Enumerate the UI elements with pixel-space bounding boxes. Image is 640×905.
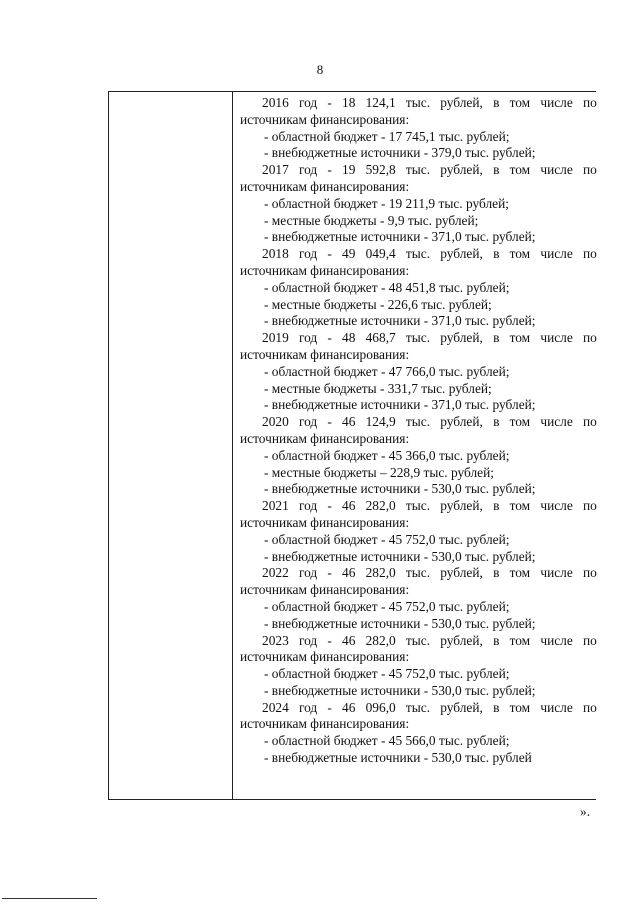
heading-word: том	[509, 498, 531, 514]
heading-word: числе	[540, 162, 573, 178]
year-heading-continuation: источникам финансирования:	[240, 514, 410, 530]
heading-word: 46	[342, 699, 356, 715]
heading-word: тыс.	[405, 498, 431, 514]
heading-word: 2021	[262, 498, 289, 514]
heading-word: -	[327, 565, 332, 581]
heading-word: в	[493, 162, 500, 178]
heading-word: -	[327, 699, 332, 715]
heading-word: 282,0	[365, 565, 396, 581]
heading-word: числе	[540, 330, 573, 346]
heading-word: -	[327, 330, 332, 346]
heading-word: год	[298, 330, 318, 346]
heading-word: год	[298, 699, 318, 715]
heading-word: тыс.	[405, 699, 431, 715]
heading-word: 282,0	[365, 632, 396, 648]
heading-word: числе	[540, 95, 573, 110]
heading-word: рублей,	[440, 414, 483, 430]
year-heading-continuation: источникам финансирования:	[240, 716, 410, 732]
funding-source-line: - внебюджетные источники - 371,0 тыс. рублей;	[264, 229, 536, 245]
column-divider	[232, 91, 233, 800]
heading-word: числе	[540, 632, 573, 648]
heading-word: по	[582, 565, 597, 581]
heading-word: рублей,	[440, 565, 483, 581]
heading-word: числе	[540, 565, 573, 581]
heading-word: по	[582, 330, 597, 346]
heading-word: том	[509, 246, 531, 262]
heading-word: год	[298, 414, 318, 430]
heading-word: 46	[342, 565, 356, 581]
heading-word: -	[327, 414, 332, 430]
heading-word: 46	[342, 632, 356, 648]
year-heading-continuation: источникам финансирования:	[240, 111, 410, 127]
heading-word: год	[298, 246, 318, 262]
heading-word: числе	[540, 246, 573, 262]
heading-word: том	[509, 699, 531, 715]
heading-word: 049,4	[365, 246, 396, 262]
year-heading-continuation: источникам финансирования:	[240, 582, 410, 598]
heading-word: 2019	[262, 330, 289, 346]
year-heading	[240, 95, 597, 112]
heading-word: том	[509, 330, 531, 346]
heading-word: по	[582, 414, 597, 430]
funding-source-line: - внебюджетные источники - 530,0 тыс. рублей;	[264, 481, 536, 497]
heading-word: 282,0	[365, 498, 396, 514]
heading-word: 2018	[262, 246, 289, 262]
heading-word: по	[582, 95, 597, 110]
heading-word: год	[298, 95, 318, 110]
funding-source-line: - местные бюджеты - 9,9 тыс. рублей;	[264, 212, 479, 228]
year-heading	[240, 162, 597, 179]
year-block	[240, 414, 597, 498]
heading-word: -	[327, 162, 332, 178]
heading-word: 2017	[262, 162, 289, 178]
heading-word: рублей,	[440, 632, 483, 648]
heading-word: -	[327, 95, 332, 110]
year-heading	[240, 246, 597, 263]
heading-word: числе	[540, 414, 573, 430]
year-block	[240, 162, 597, 246]
year-heading-continuation: источникам финансирования:	[240, 430, 410, 446]
heading-word: в	[493, 414, 500, 430]
funding-source-line: - областной бюджет - 45 752,0 тыс. рублей;	[264, 598, 510, 614]
heading-word: в	[493, 699, 500, 715]
heading-word: 592,8	[365, 162, 396, 178]
year-heading-continuation: источникам финансирования:	[240, 346, 410, 362]
heading-word: рублей,	[440, 95, 483, 110]
heading-word: -	[327, 498, 332, 514]
heading-word: в	[493, 498, 500, 514]
year-block	[240, 565, 597, 632]
year-heading	[240, 565, 597, 582]
heading-word: 49	[342, 246, 356, 262]
funding-source-line: - областной бюджет - 19 211,9 тыс. рублей;	[264, 195, 509, 211]
heading-word: по	[582, 699, 597, 715]
heading-word: тыс.	[405, 162, 431, 178]
heading-word: том	[509, 632, 531, 648]
heading-word: тыс.	[405, 246, 431, 262]
funding-source-line: - местные бюджеты – 228,9 тыс. рублей;	[264, 464, 495, 480]
heading-word: 2022	[262, 565, 289, 581]
funding-source-line: - внебюджетные источники - 530,0 тыс. рублей;	[264, 615, 536, 631]
heading-word: -	[327, 246, 332, 262]
year-block	[240, 700, 597, 767]
heading-word: рублей,	[440, 330, 483, 346]
funding-source-line: - областной бюджет - 45 752,0 тыс. рублей;	[264, 666, 510, 682]
year-block	[240, 633, 597, 700]
heading-word: числе	[540, 699, 573, 715]
heading-word: 2024	[262, 699, 289, 715]
year-heading-continuation: источникам финансирования:	[240, 262, 410, 278]
heading-word: по	[582, 162, 597, 178]
heading-word: 2023	[262, 632, 289, 648]
year-block	[240, 330, 597, 414]
heading-word: тыс.	[405, 565, 431, 581]
heading-word: рублей,	[440, 498, 483, 514]
heading-word: рублей,	[440, 162, 483, 178]
heading-word: год	[298, 162, 318, 178]
funding-source-line: - местные бюджеты - 226,6 тыс. рублей;	[264, 296, 492, 312]
page-number: 8	[316, 62, 324, 77]
funding-source-line: - областной бюджет - 48 451,8 тыс. рублей;	[264, 279, 510, 295]
heading-word: год	[298, 498, 318, 514]
heading-word: том	[509, 414, 531, 430]
heading-word: 468,7	[365, 330, 396, 346]
closing-quote: ».	[580, 804, 591, 819]
funding-source-line: - внебюджетные источники - 371,0 тыс. рублей;	[264, 397, 536, 413]
funding-source-line: - внебюджетные источники - 371,0 тыс. рублей;	[264, 313, 536, 329]
year-heading	[240, 330, 597, 347]
heading-word: 48	[342, 330, 356, 346]
heading-word: 2016	[262, 95, 289, 110]
year-heading	[240, 414, 597, 431]
funding-source-line: - областной бюджет - 17 745,1 тыс. рублей;	[264, 128, 510, 144]
funding-source-line: - внебюджетные источники - 530,0 тыс. рублей	[264, 750, 532, 766]
heading-word: по	[582, 498, 597, 514]
year-heading	[240, 498, 597, 515]
heading-word: 46	[342, 414, 356, 430]
year-heading	[240, 633, 597, 650]
heading-word: 2020	[262, 414, 289, 430]
year-heading-continuation: источникам финансирования:	[240, 649, 410, 665]
year-heading-continuation: источникам финансирования:	[240, 178, 410, 194]
heading-word: в	[493, 632, 500, 648]
heading-word: в	[493, 330, 500, 346]
year-block	[240, 498, 597, 565]
heading-word: год	[298, 565, 318, 581]
heading-word: по	[582, 632, 597, 648]
heading-word: тыс.	[405, 330, 431, 346]
heading-word: тыс.	[405, 414, 431, 430]
heading-word: том	[509, 565, 531, 581]
year-heading	[240, 700, 597, 717]
heading-word: 124,9	[365, 414, 396, 430]
year-block	[240, 95, 597, 162]
funding-source-line: - областной бюджет - 45 366,0 тыс. рублей;	[264, 447, 510, 463]
funding-source-line: - внебюджетные источники - 379,0 тыс. рублей;	[264, 145, 536, 161]
heading-word: год	[298, 632, 318, 648]
heading-word: том	[509, 162, 531, 178]
year-block	[240, 246, 597, 330]
heading-word: рублей,	[440, 699, 483, 715]
heading-word: -	[327, 632, 332, 648]
funding-source-line: - областной бюджет - 47 766,0 тыс. рублей;	[264, 363, 510, 379]
funding-source-line: - областной бюджет - 45 752,0 тыс. рублей;	[264, 531, 510, 547]
heading-word: 096,0	[365, 699, 396, 715]
funding-source-line: - внебюджетные источники - 530,0 тыс. рублей;	[264, 548, 536, 564]
heading-word: 46	[342, 498, 356, 514]
heading-word: в	[493, 95, 500, 110]
heading-word: тыс.	[405, 95, 431, 110]
heading-word: по	[582, 246, 597, 262]
funding-source-line: - областной бюджет - 45 566,0 тыс. рублей;	[264, 733, 510, 749]
heading-word: 124,1	[365, 95, 396, 110]
heading-word: 19	[342, 162, 356, 178]
funding-text-cell	[240, 95, 597, 767]
heading-word: рублей,	[440, 246, 483, 262]
funding-source-line: - внебюджетные источники - 530,0 тыс. рублей;	[264, 682, 536, 698]
heading-word: числе	[540, 498, 573, 514]
funding-source-line: - местные бюджеты - 331,7 тыс. рублей;	[264, 380, 492, 396]
heading-word: 18	[342, 95, 356, 110]
heading-word: тыс.	[405, 632, 431, 648]
footnote-separator	[2, 898, 97, 899]
heading-word: в	[493, 565, 500, 581]
heading-word: в	[493, 246, 500, 262]
heading-word: том	[509, 95, 531, 110]
